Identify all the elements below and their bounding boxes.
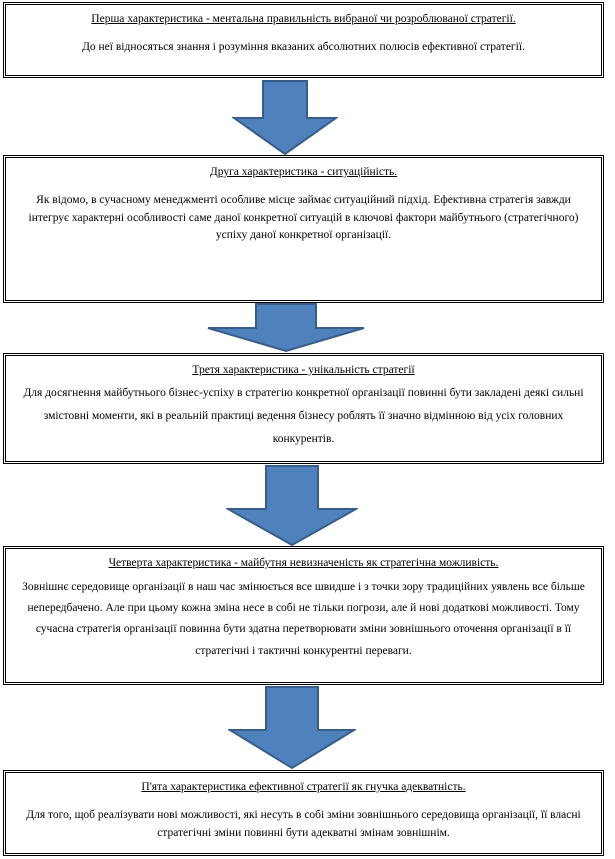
characteristic-5-title: П'ята характеристика ефективної стратегії як гнучка адекватність. (141, 781, 466, 793)
down-arrow-4-shape (230, 687, 354, 768)
characteristic-2-body: Як відомо, в сучасному менеджменті особливе місце займає ситуаційний підхід. Ефективна стратегія завжди інтегрує характерні особливості саме даної конкретної ситуацій в ключові фактори майбутнього (стратегічного) успіху даної конкретної організації. (28, 193, 579, 242)
characteristic-1-body: До неї відносяться знання і розуміння вказаних абсолютних полюсів ефективної стратегії. (82, 40, 525, 53)
down-arrow-3-shape (228, 466, 356, 545)
characteristic-box-3 (3, 353, 604, 464)
down-arrow-2-shape (208, 304, 364, 351)
characteristic-1-title: Перша характеристика - ментальна правильність вибраної чи розроблюваної стратегії. (91, 13, 516, 25)
down-arrow-1 (232, 80, 338, 156)
characteristic-box-1 (3, 2, 604, 78)
characteristic-4-title: Четверта характеристика - майбутня невизначеність як стратегічна можливість. (108, 557, 499, 569)
characteristic-3-body: Для досягнення майбутнього бізнес-успіху в стратегію конкретної організації повинні бути закладені деякі сильні змістовні моменти, які в реальній практиці ведення бізнесу роблять її значно відмінною від усіх головних конкурентів. (23, 386, 584, 445)
characteristic-3-title: Третя характеристика - унікальність стратегії (192, 364, 415, 376)
characteristic-2-title: Друга характеристика - ситуаційність. (209, 166, 398, 178)
characteristic-5-body: Для того, щоб реалізувати нові можливості, які несуть в собі зміни зовнішнього середовища організації, її власні стратегічні зміни повинні бути адекватні змінам зовнішнім. (26, 808, 581, 839)
characteristic-box-4 (3, 546, 604, 685)
characteristic-4-body: Зовнішнє середовище організації в наш час змінюється все швидше і з точки зору традиційних уявлень все більше непередбачено. Але при цьому кожна зміна несе в собі не тільки погрози, але й нові додаткові можливості. Тому сучасна стратегія організації повинна бути здатна перетворювати зміни зовнішнього оточення організації в її стратегічні і тактичні конкурентні переваги. (22, 580, 585, 657)
characteristic-box-5 (3, 770, 604, 856)
down-arrow-3 (226, 465, 358, 547)
down-arrow-4 (228, 686, 356, 770)
characteristic-box-2 (3, 155, 604, 303)
down-arrow-2 (206, 303, 366, 353)
down-arrow-1-shape (234, 81, 336, 154)
